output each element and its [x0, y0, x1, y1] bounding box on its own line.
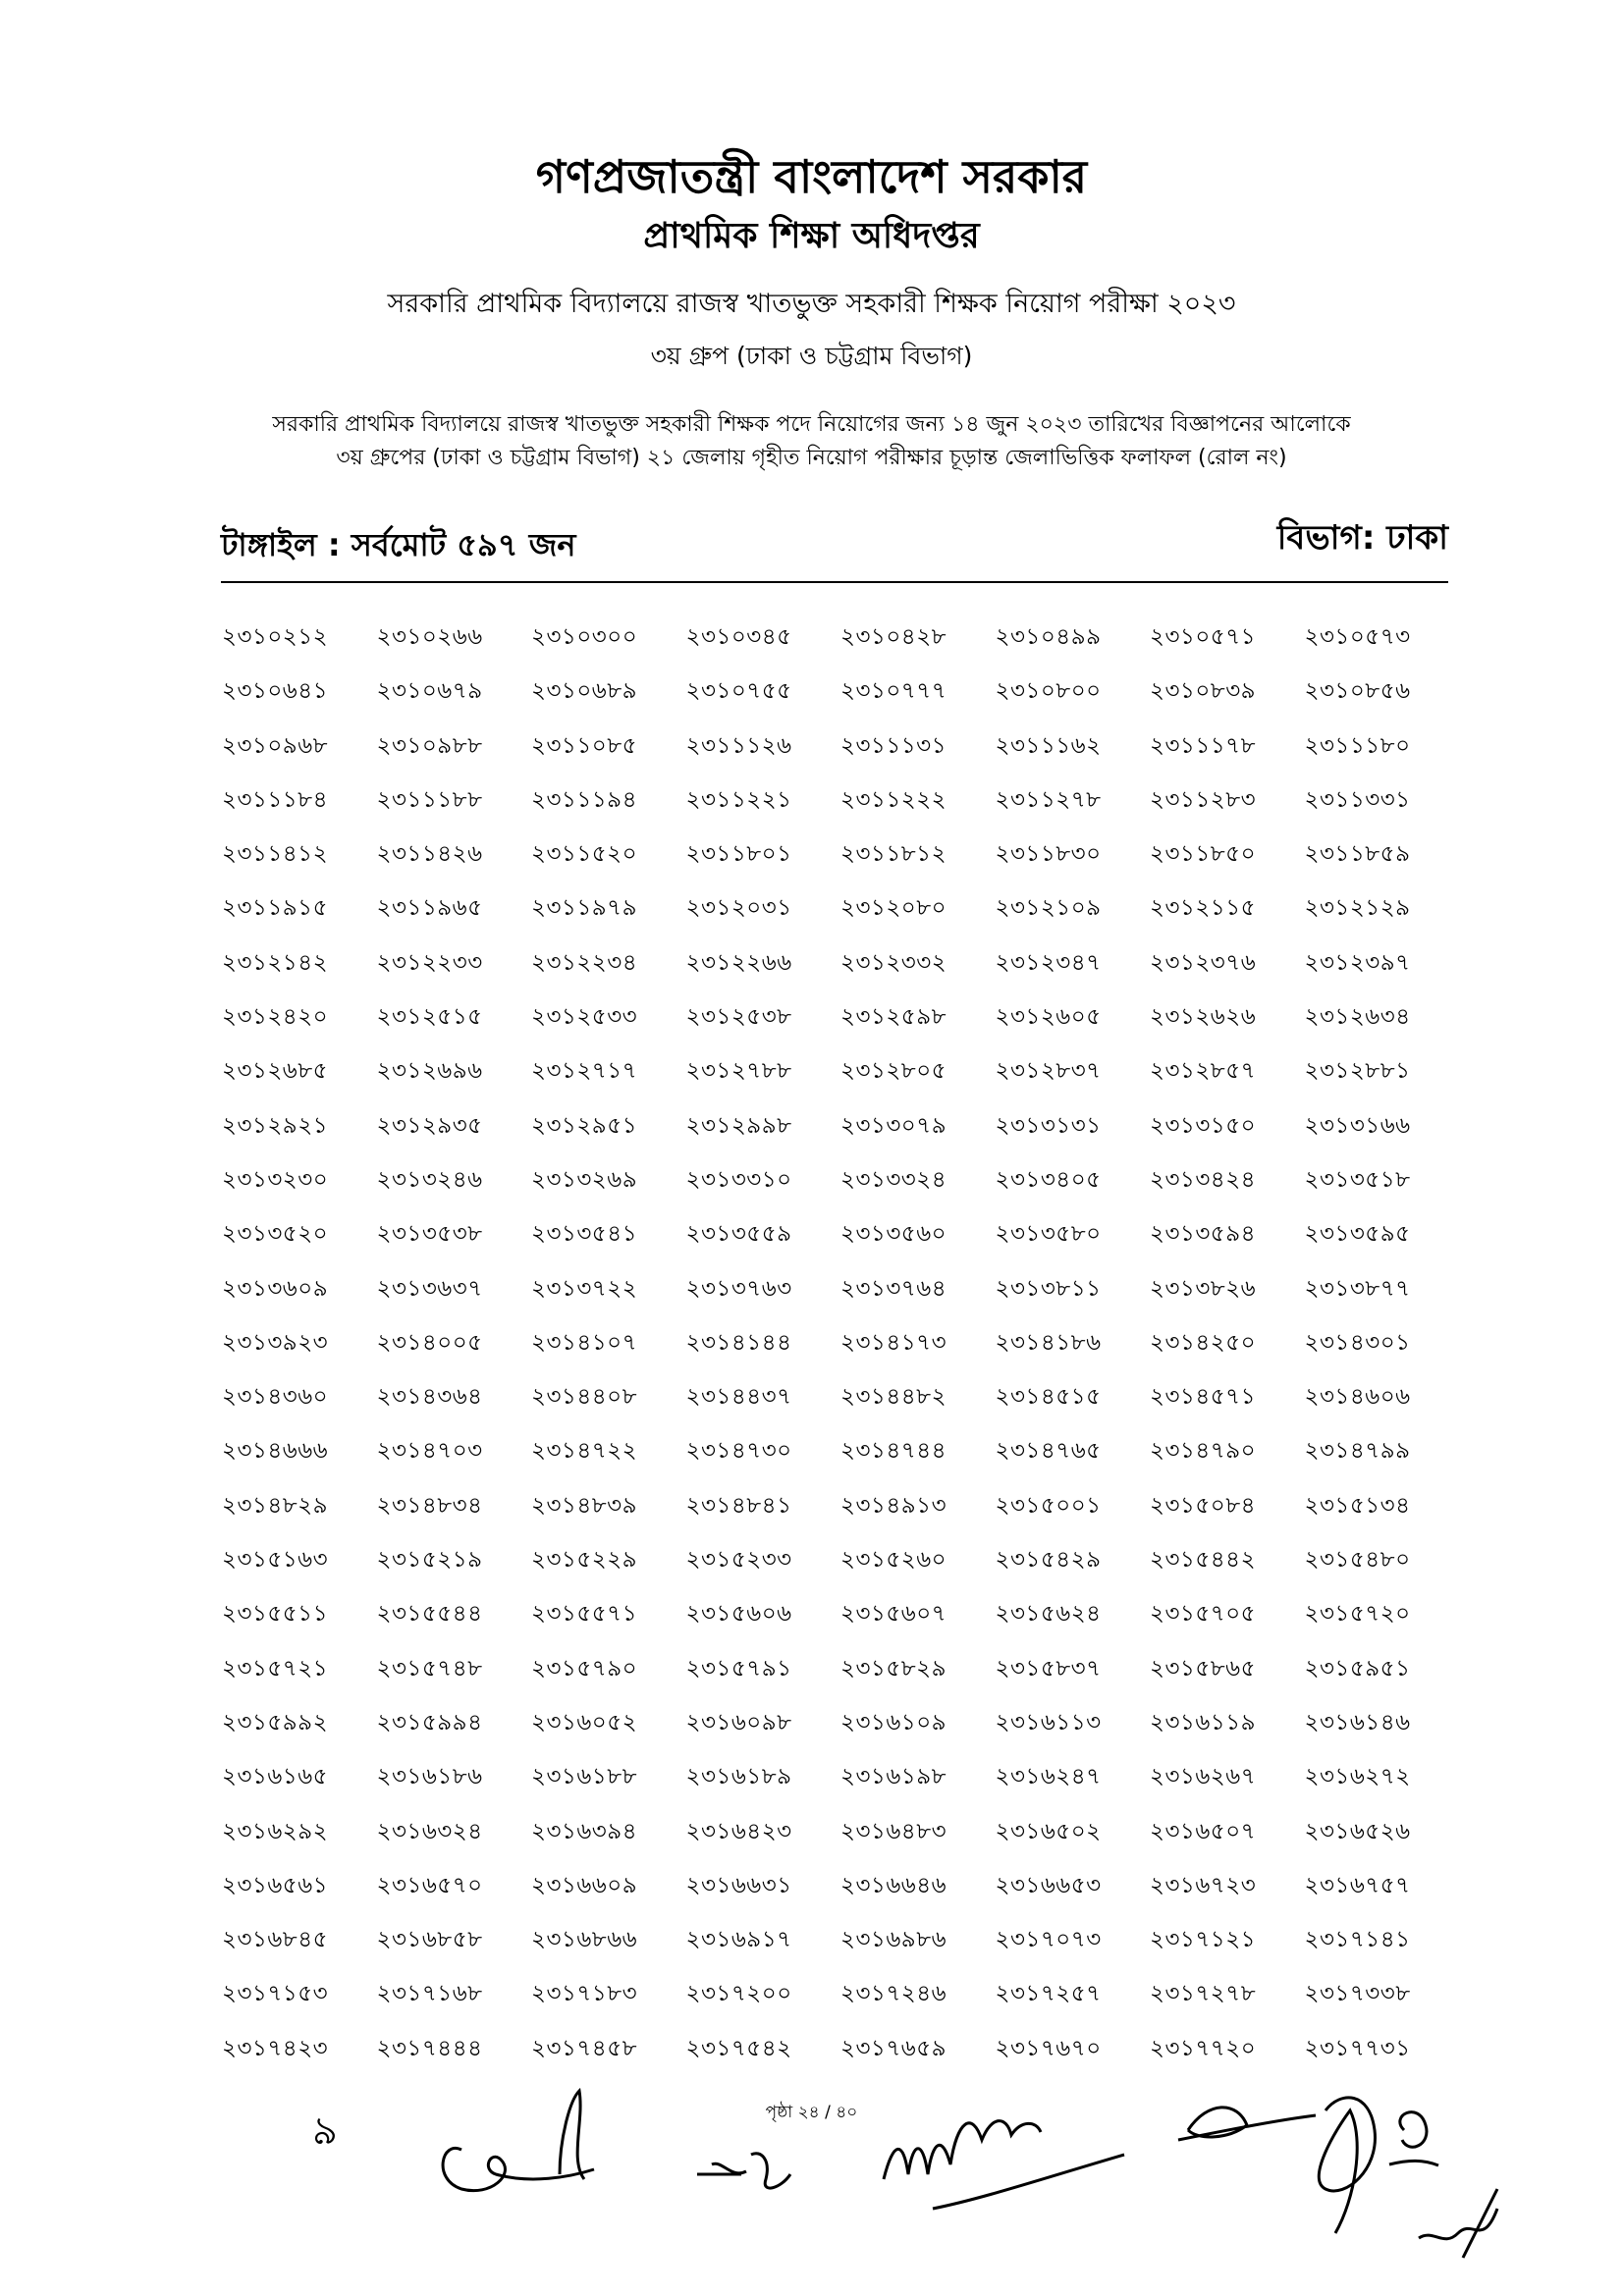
roll-number: ২৩১২২৬৬	[685, 949, 792, 976]
roll-number: ২৩১২৩৪৭	[995, 949, 1102, 976]
signature-5	[1404, 2169, 1512, 2268]
roll-number: ২৩১০৮৩৯	[1150, 678, 1257, 705]
roll-number: ২৩১৭৪২৩	[222, 2035, 329, 2061]
roll-number: ২৩১২৮০৫	[840, 1058, 947, 1085]
roll-number: ২৩১০৯৮৮	[376, 732, 483, 759]
roll-number: ২৩১০৬৭৯	[376, 678, 483, 705]
roll-number: ২৩১৫২১৯	[376, 1547, 483, 1574]
roll-number: ২৩১৪৮৩৯	[531, 1492, 638, 1519]
roll-number: ২৩১৬৫৬১	[222, 1872, 329, 1898]
roll-number: ২৩১৬৬৫৩	[995, 1872, 1102, 1898]
roll-number: ২৩১৪৩০১	[1304, 1329, 1411, 1356]
roll-number: ২৩১৫১৬৩	[222, 1547, 329, 1574]
roll-number: ২৩১২৬২৬	[1150, 1004, 1257, 1031]
roll-number: ২৩১৫৬০৭	[840, 1601, 947, 1628]
roll-number: ২৩১৭২০০	[685, 1981, 792, 2007]
roll-number: ২৩১৫৫৪৪	[376, 1601, 483, 1628]
roll-number: ২৩১৬৮৫৮	[376, 1927, 483, 1953]
roll-number: ২৩১৩৮১১	[995, 1275, 1102, 1302]
roll-number-grid	[222, 611, 1459, 2076]
roll-number: ২৩১৪৩৬০	[222, 1384, 329, 1411]
roll-number: ২৩১৫৭২১	[222, 1655, 329, 1682]
roll-number: ২৩১৩২৬৯	[531, 1166, 638, 1193]
roll-number: ২৩১০৪৯৯	[995, 624, 1102, 650]
roll-number: ২৩১৪৭৩০	[685, 1438, 792, 1465]
roll-number: ২৩১৩১৩১	[995, 1112, 1102, 1139]
roll-number: ২৩১৩৯২৩	[222, 1329, 329, 1356]
roll-number: ২৩১১২৮৩	[1150, 786, 1257, 813]
roll-number: ২৩১২৬৩৪	[1304, 1004, 1411, 1031]
district-total: টাঙ্গাইল : সর্বমোট ৫৯৭ জন	[221, 526, 576, 563]
roll-number: ২৩১৬৫৭০	[376, 1872, 483, 1898]
signature-1	[422, 2081, 609, 2218]
roll-number: ২৩১৬৩২৪	[376, 1818, 483, 1844]
roll-number: ২৩১৩২৩০	[222, 1166, 329, 1193]
roll-number: ২৩১৬৪৮৩	[840, 1818, 947, 1844]
roll-number: ২৩১২৯৫১	[531, 1112, 638, 1139]
roll-number: ২৩১৪৮৩৪	[376, 1492, 483, 1519]
roll-number: ২৩১৩১৬৬	[1304, 1112, 1411, 1139]
roll-number: ২৩১৫৪২৯	[995, 1547, 1102, 1574]
roll-number: ২৩১২১০৯	[995, 895, 1102, 922]
roll-number: ২৩১০৩৪৫	[685, 624, 792, 650]
roll-number: ২৩১৭২৪৬	[840, 1981, 947, 2007]
roll-number: ২৩১২৬৮৫	[222, 1058, 329, 1085]
roll-number: ২৩১৩৩২৪	[840, 1166, 947, 1193]
roll-number: ২৩১২৫৩৮	[685, 1004, 792, 1031]
roll-number: ২৩১৪৮২৯	[222, 1492, 329, 1519]
roll-number: ২৩১১১৮০	[1304, 732, 1411, 759]
group-title: ৩য় গ্রুপ (ঢাকা ও চট্টগ্রাম বিভাগ)	[650, 342, 973, 370]
roll-number: ২৩১৬৯৮৬	[840, 1927, 947, 1953]
roll-number: ২৩১৫২৬০	[840, 1547, 947, 1574]
roll-number: ২৩১৪৮৪১	[685, 1492, 792, 1519]
svg-text:৯: ৯	[312, 2109, 338, 2154]
roll-number: ২৩১৩৪০৫	[995, 1166, 1102, 1193]
signature-3	[874, 2081, 1139, 2228]
roll-number: ২৩১২৪২০	[222, 1004, 329, 1031]
roll-number: ২৩১৭৬৭০	[995, 2035, 1102, 2061]
page-number: পৃষ্ঠা ২৪ / ৪০	[765, 2103, 858, 2122]
roll-number: ২৩১১৯১৫	[222, 895, 329, 922]
roll-number: ২৩১১২২২	[840, 786, 947, 813]
roll-number: ২৩১২৬৯৬	[376, 1058, 483, 1085]
roll-number: ২৩১১৯৬৫	[376, 895, 483, 922]
roll-number: ২৩১৩৫৬০	[840, 1221, 947, 1248]
roll-number: ২৩১৩২৪৬	[376, 1166, 483, 1193]
result-notice	[196, 408, 1427, 475]
roll-number: ২৩১১৮৫৯	[1304, 841, 1411, 868]
roll-number: ২৩১৫৭২০	[1304, 1601, 1411, 1628]
roll-number: ২৩১৪২৫০	[1150, 1329, 1257, 1356]
initial-mark	[306, 2101, 365, 2160]
roll-number: ২৩১৫৯৯৪	[376, 1709, 483, 1735]
roll-number: ২৩১৬৫০৭	[1150, 1818, 1257, 1844]
roll-number: ২৩১৩৪২৪	[1150, 1166, 1257, 1193]
roll-number: ২৩১৬৫০২	[995, 1818, 1102, 1844]
roll-number: ২৩১৪৪৩৭	[685, 1384, 792, 1411]
roll-number: ২৩১১৫২০	[531, 841, 638, 868]
roll-number: ২৩১৭১৫৩	[222, 1981, 329, 2007]
roll-number: ২৩১৬০৫২	[531, 1709, 638, 1735]
roll-number: ২৩১১২২১	[685, 786, 792, 813]
roll-number: ২৩১৬১১৯	[1150, 1709, 1257, 1735]
roll-number: ২৩১৬১৬৫	[222, 1764, 329, 1790]
roll-number: ২৩১৩১৫০	[1150, 1112, 1257, 1139]
roll-number: ২৩১৬১০৯	[840, 1709, 947, 1735]
roll-number: ২৩১৫৪৪২	[1150, 1547, 1257, 1574]
roll-number: ২৩১২৩৩২	[840, 949, 947, 976]
roll-number: ২৩১২৯২১	[222, 1112, 329, 1139]
roll-number: ২৩১৫৯৫১	[1304, 1655, 1411, 1682]
roll-number: ২৩১১১৩১	[840, 732, 947, 759]
roll-number: ২৩১৬৮৬৬	[531, 1927, 638, 1953]
roll-number: ২৩১৩৬৩৭	[376, 1275, 483, 1302]
roll-number: ২৩১৪৭৯৯	[1304, 1438, 1411, 1465]
roll-number: ২৩১২৯৯৮	[685, 1112, 792, 1139]
notice-line-2: ৩য় গ্রুপের (ঢাকা ও চট্টগ্রাম বিভাগ) ২১ জেলায় গৃহীত নিয়োগ পরীক্ষার চূড়ান্ত জেলাভিত্তিক ফলাফল (রোল নং)	[336, 446, 1287, 470]
roll-number: ২৩১৭৭৩১	[1304, 2035, 1411, 2061]
roll-number: ২৩১৬১৯৮	[840, 1764, 947, 1790]
roll-number: ২৩১৫৭৯০	[531, 1655, 638, 1682]
roll-number: ২৩১৭৫৪২	[685, 2035, 792, 2061]
roll-number: ২৩১৬১৮৬	[376, 1764, 483, 1790]
roll-number: ২৩১৩৩১০	[685, 1166, 792, 1193]
roll-number: ২৩১০২১২	[222, 624, 329, 650]
roll-number: ২৩১৭২৫৭	[995, 1981, 1102, 2007]
roll-number: ২৩১৬০৯৮	[685, 1709, 792, 1735]
roll-number: ২৩১৪১৮৬	[995, 1329, 1102, 1356]
roll-number: ২৩১১৩৩১	[1304, 786, 1411, 813]
roll-number: ২৩১৫৬২৪	[995, 1601, 1102, 1628]
roll-number: ২৩১২১২৯	[1304, 895, 1411, 922]
roll-number: ২৩১৩৭২২	[531, 1275, 638, 1302]
roll-number: ২৩১৭১২১	[1150, 1927, 1257, 1953]
roll-number: ২৩১৬৪২৩	[685, 1818, 792, 1844]
roll-number: ২৩১২২৩৪	[531, 949, 638, 976]
government-title: গণপ্রজাতন্ত্রী বাংলাদেশ সরকার	[535, 150, 1088, 203]
roll-number: ২৩১০৬৮৯	[531, 678, 638, 705]
roll-number: ২৩১৭৬৫৯	[840, 2035, 947, 2061]
roll-number: ২৩১৬৬০৯	[531, 1872, 638, 1898]
roll-number: ২৩১৪৭০৩	[376, 1438, 483, 1465]
roll-number: ২৩১১৮০১	[685, 841, 792, 868]
roll-number: ২৩১৭১৬৮	[376, 1981, 483, 2007]
roll-number: ২৩১৬২৬৭	[1150, 1764, 1257, 1790]
roll-number: ২৩১২৯৩৫	[376, 1112, 483, 1139]
roll-number: ২৩১০৫৭৩	[1304, 624, 1411, 650]
roll-number: ২৩১৪১০৭	[531, 1329, 638, 1356]
department-title: প্রাথমিক শিক্ষা অধিদপ্তর	[643, 216, 980, 256]
roll-number: ২৩১১১৮৪	[222, 786, 329, 813]
roll-number: ২৩১০৩০০	[531, 624, 638, 650]
roll-number: ২৩১৭১৪১	[1304, 1927, 1411, 1953]
roll-number: ২৩১৭৪৫৮	[531, 2035, 638, 2061]
roll-number: ২৩১৪৪৮২	[840, 1384, 947, 1411]
roll-number: ২৩১৫৮৩৭	[995, 1655, 1102, 1682]
roll-number: ২৩১১১৮৮	[376, 786, 483, 813]
roll-number: ২৩১৬২৪৭	[995, 1764, 1102, 1790]
roll-number: ২৩১২৩৭৬	[1150, 949, 1257, 976]
roll-number: ২৩১২৩৯৭	[1304, 949, 1411, 976]
roll-number: ২৩১২০৮০	[840, 895, 947, 922]
roll-number: ২৩১৩৫২০	[222, 1221, 329, 1248]
roll-number: ২৩১২৫১৫	[376, 1004, 483, 1031]
roll-number: ২৩১০২৬৬	[376, 624, 483, 650]
roll-number: ২৩১৩৮৭৭	[1304, 1275, 1411, 1302]
roll-number: ২৩১৬৯১৭	[685, 1927, 792, 1953]
roll-number: ২৩১২৮৮১	[1304, 1058, 1411, 1085]
roll-number: ২৩১০৮০০	[995, 678, 1102, 705]
roll-number: ২৩১০৭৭৭	[840, 678, 947, 705]
roll-number: ২৩১৪৭৯০	[1150, 1438, 1257, 1465]
roll-number: ২৩১১০৮৫	[531, 732, 638, 759]
roll-number: ২৩১১৮৫০	[1150, 841, 1257, 868]
roll-number: ২৩১৬৫২৬	[1304, 1818, 1411, 1844]
roll-number: ২৩১২৭৮৮	[685, 1058, 792, 1085]
roll-number: ২৩১১১৬২	[995, 732, 1102, 759]
roll-number: ২৩১০৮৫৬	[1304, 678, 1411, 705]
roll-number: ২৩১৩৭৬৪	[840, 1275, 947, 1302]
roll-number: ২৩১৩৫৫৯	[685, 1221, 792, 1248]
roll-number: ২৩১১১৯৪	[531, 786, 638, 813]
roll-number: ২৩১২৮৫৭	[1150, 1058, 1257, 1085]
roll-number: ২৩১৩৫৮০	[995, 1221, 1102, 1248]
roll-number: ২৩১৭৪৪৪	[376, 2035, 483, 2061]
roll-number: ২৩১৪৯১৩	[840, 1492, 947, 1519]
roll-number: ২৩১৩০৭৯	[840, 1112, 947, 1139]
signature-4	[1168, 2071, 1443, 2238]
roll-number: ২৩১৭২৭৮	[1150, 1981, 1257, 2007]
roll-number: ২৩১০৬৪১	[222, 678, 329, 705]
roll-number: ২৩১৪৫৭১	[1150, 1384, 1257, 1411]
roll-number: ২৩১৭০৭৩	[995, 1927, 1102, 1953]
roll-number: ২৩১০৭৫৫	[685, 678, 792, 705]
roll-number: ২৩১২১৪২	[222, 949, 329, 976]
roll-number: ২৩১১১৭৮	[1150, 732, 1257, 759]
roll-number: ২৩১২৮৩৭	[995, 1058, 1102, 1085]
roll-number: ২৩১৬৮৪৫	[222, 1927, 329, 1953]
roll-number: ২৩১৫৭০৫	[1150, 1601, 1257, 1628]
roll-number: ২৩১৫৭৯১	[685, 1655, 792, 1682]
roll-number: ২৩১৩৬০৯	[222, 1275, 329, 1302]
roll-number: ২৩১৭৭২০	[1150, 2035, 1257, 2061]
roll-number: ২৩১৫৬০৬	[685, 1601, 792, 1628]
roll-number: ২৩১৫০৮৪	[1150, 1492, 1257, 1519]
roll-number: ২৩১১৪২৬	[376, 841, 483, 868]
roll-number: ২৩১৪০০৫	[376, 1329, 483, 1356]
roll-number: ২৩১২০৩১	[685, 895, 792, 922]
roll-number: ২৩১২৬০৫	[995, 1004, 1102, 1031]
roll-number: ২৩১৬২৯২	[222, 1818, 329, 1844]
roll-number: ২৩১১৮১২	[840, 841, 947, 868]
roll-number: ২৩১৬২৭২	[1304, 1764, 1411, 1790]
roll-number: ২৩১৫৮৬৫	[1150, 1655, 1257, 1682]
roll-number: ২৩১৬১১৩	[995, 1709, 1102, 1735]
roll-number: ২৩১৪৭২২	[531, 1438, 638, 1465]
roll-number: ২৩১৩৫৪১	[531, 1221, 638, 1248]
signature-row	[285, 2061, 1522, 2277]
signature-2	[692, 2120, 839, 2209]
roll-number: ২৩১১১২৬	[685, 732, 792, 759]
roll-number: ২৩১৪৬৬৬	[222, 1438, 329, 1465]
roll-number: ২৩১৪৩৬৪	[376, 1384, 483, 1411]
roll-number: ২৩১১৮৩০	[995, 841, 1102, 868]
roll-number: ২৩১৬১৮৯	[685, 1764, 792, 1790]
roll-number: ২৩১৫৭৪৮	[376, 1655, 483, 1682]
roll-number: ২৩১০৯৬৮	[222, 732, 329, 759]
notice-line-1: সরকারি প্রাথমিক বিদ্যালয়ে রাজস্ব খাতভুক্ত সহকারী শিক্ষক পদে নিয়োগের জন্য ১৪ জুন ২০২৩ তারিখের বিজ্ঞাপনের আলোকে	[272, 412, 1351, 437]
roll-number: ২৩১৫৮২৯	[840, 1655, 947, 1682]
roll-number: ২৩১৪১৭৩	[840, 1329, 947, 1356]
roll-number: ২৩১৫২২৯	[531, 1547, 638, 1574]
roll-number: ২৩১৫২৩৩	[685, 1547, 792, 1574]
roll-number: ২৩১১৯৭৯	[531, 895, 638, 922]
roll-number: ২৩১৩৫৩৮	[376, 1221, 483, 1248]
roll-number: ২৩১৬৬৪৬	[840, 1872, 947, 1898]
roll-number: ২৩১৫৫৭১	[531, 1601, 638, 1628]
roll-number: ২৩১০৫৭১	[1150, 624, 1257, 650]
roll-number: ২৩১৪১৪৪	[685, 1329, 792, 1356]
roll-number: ২৩১৩৫৯৫	[1304, 1221, 1411, 1248]
roll-number: ২৩১৬৬৩১	[685, 1872, 792, 1898]
roll-number: ২৩১৭৩৩৮	[1304, 1981, 1411, 2007]
roll-number: ২৩১২৫৯৮	[840, 1004, 947, 1031]
roll-number: ২৩১৬৩৯৪	[531, 1818, 638, 1844]
roll-number: ২৩১৩৫৯৪	[1150, 1221, 1257, 1248]
roll-number: ২৩১৩৭৬৩	[685, 1275, 792, 1302]
roll-number: ২৩১৫৯৯২	[222, 1709, 329, 1735]
roll-number: ২৩১৪৭৪৪	[840, 1438, 947, 1465]
roll-number: ২৩১৪৫১৫	[995, 1384, 1102, 1411]
roll-number: ২৩১৫০০১	[995, 1492, 1102, 1519]
header-rule	[221, 581, 1448, 583]
roll-number: ২৩১৬৭৫৭	[1304, 1872, 1411, 1898]
district-bar	[221, 512, 1448, 581]
roll-number: ২৩১২৭১৭	[531, 1058, 638, 1085]
roll-number: ২৩১৩৫১৮	[1304, 1166, 1411, 1193]
roll-number: ২৩১৩৮২৬	[1150, 1275, 1257, 1302]
roll-number: ২৩১৫৫১১	[222, 1601, 329, 1628]
roll-number: ২৩১৬১৪৬	[1304, 1709, 1411, 1735]
roll-number: ২৩১৫৪৮০	[1304, 1547, 1411, 1574]
roll-number: ২৩১১৪১২	[222, 841, 329, 868]
document-header	[0, 147, 1623, 375]
roll-number: ২৩১৫১৩৪	[1304, 1492, 1411, 1519]
roll-number: ২৩১১২৭৮	[995, 786, 1102, 813]
roll-number: ২৩১৪৪০৮	[531, 1384, 638, 1411]
roll-number: ২৩১৭১৮৩	[531, 1981, 638, 2007]
roll-number: ২৩১২২৩৩	[376, 949, 483, 976]
division-label: বিভাগ: ঢাকা	[1276, 518, 1448, 558]
roll-number: ২৩১৪৭৬৫	[995, 1438, 1102, 1465]
roll-number: ২৩১৬৭২৩	[1150, 1872, 1257, 1898]
roll-number: ২৩১২১১৫	[1150, 895, 1257, 922]
roll-number: ২৩১০৪২৮	[840, 624, 947, 650]
exam-title: সরকারি প্রাথমিক বিদ্যালয়ে রাজস্ব খাতভুক্ত সহকারী শিক্ষক নিয়োগ পরীক্ষা ২০২৩	[387, 289, 1236, 319]
roll-number: ২৩১২৫৩৩	[531, 1004, 638, 1031]
roll-number: ২৩১৪৬০৬	[1304, 1384, 1411, 1411]
roll-number: ২৩১৬১৮৮	[531, 1764, 638, 1790]
